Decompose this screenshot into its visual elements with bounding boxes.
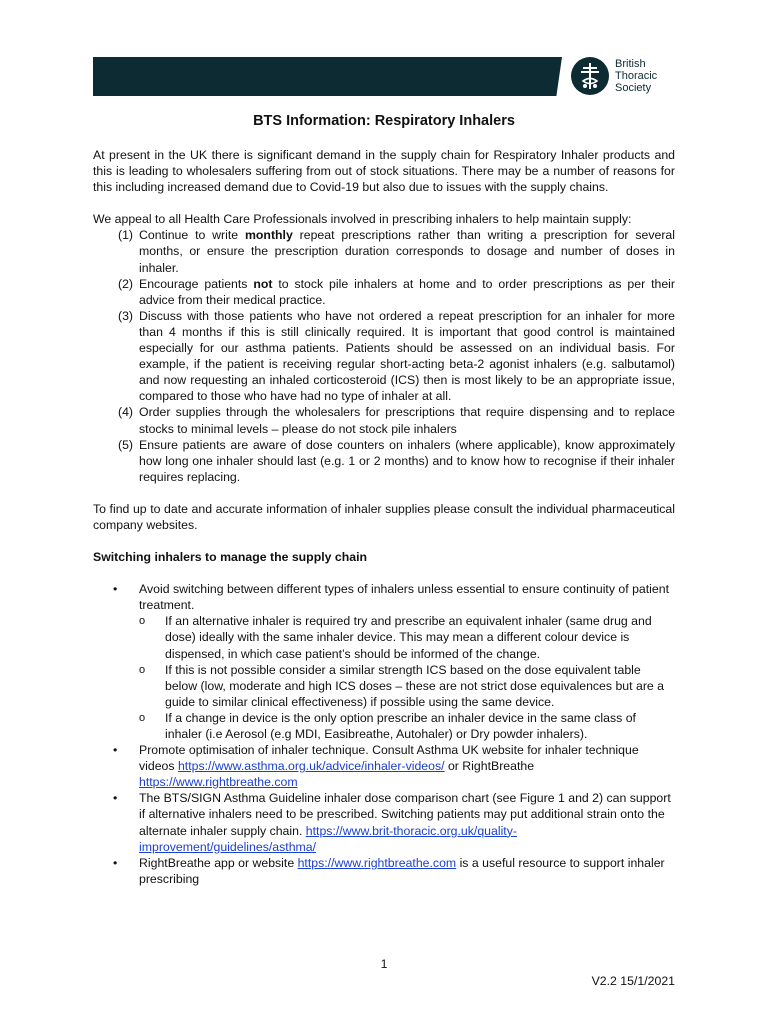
bullet-list	[93, 581, 675, 887]
org-name	[615, 58, 657, 94]
list-number: (1)	[117, 228, 133, 243]
bts-guideline-link[interactable]: https://www.brit-thoracic.org.uk/quality-improvement/guidelines/asthma/	[139, 823, 517, 854]
bullet-icon: •	[113, 743, 118, 758]
section-heading: Switching inhalers to manage the supply chain	[93, 550, 367, 565]
list-number: (5)	[117, 437, 133, 452]
page-number: 1	[380, 957, 388, 971]
version-label: V2.2 15/1/2021	[591, 974, 675, 988]
org-name-line1: British	[615, 58, 646, 70]
sub-bullet-text: If this is not possible consider a similar strength ICS based on the dose equivalent table below (low, moderate and high ICS doses – these are not strict dose equivalences but are a guide to similar clinical effectiveness) if possible using the same device.	[165, 662, 665, 709]
intro-paragraph: At present in the UK there is significant demand in the supply chain for Respiratory Inhaler products and this is leading to wholesalers suffering from out of stock situations. There may be a number of reasons for this including increased demand due to Covid-19 but also due to issues with the supply chains.	[93, 148, 675, 195]
numbered-list	[93, 227, 675, 485]
circle-bullet-icon: o	[139, 615, 146, 628]
list-item	[93, 276, 675, 308]
list-item	[93, 227, 675, 275]
list-number: (2)	[117, 276, 133, 291]
sub-bullet-item	[93, 662, 675, 710]
bullet-item	[93, 581, 675, 613]
bullet-item	[93, 855, 675, 887]
list-item-text: Discuss with those patients who have not ordered a repeat prescription for an inhaler for more than 4 months if this is still clinically required. It is important that good control is maintained especially for our asthma patients. Patients should be assessed on an individual basis. For example, if the patient is receiving regular short-acting beta-2 agonist inhalers (e.g. salbutamol) and now requesting an inhaled corticosteroid (ICS) then is most likely to be an appropriate issue, compared to those who have had no type of inhaler at all.	[139, 308, 675, 404]
bts-logo	[571, 57, 691, 97]
bullet-text: RightBreathe app or website https://www.rightbreathe.com is a useful resource to support inhaler prescribing	[139, 855, 665, 886]
rightbreathe-link[interactable]: https://www.rightbreathe.com	[297, 855, 457, 870]
list-item	[93, 404, 675, 436]
circle-bullet-icon: o	[139, 711, 146, 724]
bullet-icon: •	[113, 582, 118, 597]
list-number: (4)	[117, 405, 133, 420]
asthma-uk-link[interactable]: https://www.asthma.org.uk/advice/inhaler-videos/	[177, 759, 445, 774]
sub-bullet-text: If a change in device is the only option prescribe an inhaler device in the same class of inhaler (i.e Aerosol (e.g MDI, Easibreathe, Autohaler) or Dry powder inhalers).	[165, 710, 636, 741]
bullet-text: Promote optimisation of inhaler technique. Consult Asthma UK website for inhaler technique videos https://www.asthma.org.uk/advice/inhaler-videos/ or RightBreathe https://www.rightbreathe.com	[139, 743, 639, 790]
sub-bullet-text: If an alternative inhaler is required try and prescribe an equivalent inhaler (same drug and dose) ideally with the same inhaler device. This may mean a different colour device is dispensed, in which case patient’s should be informed of the change.	[165, 614, 652, 661]
list-item-text: Encourage patients not to stock pile inhalers at home and to order prescriptions as per their advice from their medical practice.	[139, 276, 675, 307]
document-body	[93, 147, 675, 887]
circle-bullet-icon: o	[139, 663, 146, 676]
rightbreathe-link[interactable]: https://www.rightbreathe.com	[139, 775, 298, 790]
document-title: BTS Information: Respiratory Inhalers	[253, 113, 515, 129]
org-name-line3: Society	[615, 82, 652, 94]
bullet-text: Avoid switching between different types of inhalers unless essential to ensure continuity of patient treatment.	[139, 582, 669, 613]
bullet-icon: •	[113, 791, 118, 806]
org-name-line2: Thoracic	[615, 70, 658, 82]
bts-emblem-icon	[571, 57, 609, 95]
bullet-item	[93, 742, 675, 790]
sub-bullet-item	[93, 613, 675, 661]
list-item	[93, 308, 675, 405]
list-item	[93, 437, 675, 485]
bullet-item	[93, 790, 675, 854]
list-item-text: Continue to write monthly repeat prescriptions rather than writing a prescription for several months, or ensure the prescription duration corresponds to dosage and number of doses in inhaler.	[139, 228, 675, 275]
list-item-text: Ensure patients are aware of dose counters on inhalers (where applicable), know approximately how long one inhaler should last (e.g. 1 or 2 months) and to know how to recognise if their inhaler requires replacing.	[139, 437, 675, 484]
header-banner	[93, 57, 556, 96]
bullet-text: The BTS/SIGN Asthma Guideline inhaler dose comparison chart (see Figure 1 and 2) can support if alternative inhalers need to be prescribed. Switching patients may put additional strain onto the alternate inhaler supply chain. https://www.brit-thoracic.org.uk/quality-improvement/guidelines/asthma/	[139, 791, 671, 854]
info-paragraph: To find up to date and accurate information of inhaler supplies please consult the individual pharmaceutical company websites.	[93, 501, 675, 532]
header-banner-notch	[548, 57, 562, 96]
list-item-text: Order supplies through the wholesalers for prescriptions that require dispensing and to replace stocks to minimal levels – please do not stock pile inhalers	[139, 405, 675, 436]
list-number: (3)	[117, 308, 133, 323]
appeal-paragraph: We appeal to all Health Care Professionals involved in prescribing inhalers to help maintain supply:	[93, 212, 632, 227]
bullet-icon: •	[113, 855, 118, 870]
sub-bullet-item	[93, 710, 675, 742]
